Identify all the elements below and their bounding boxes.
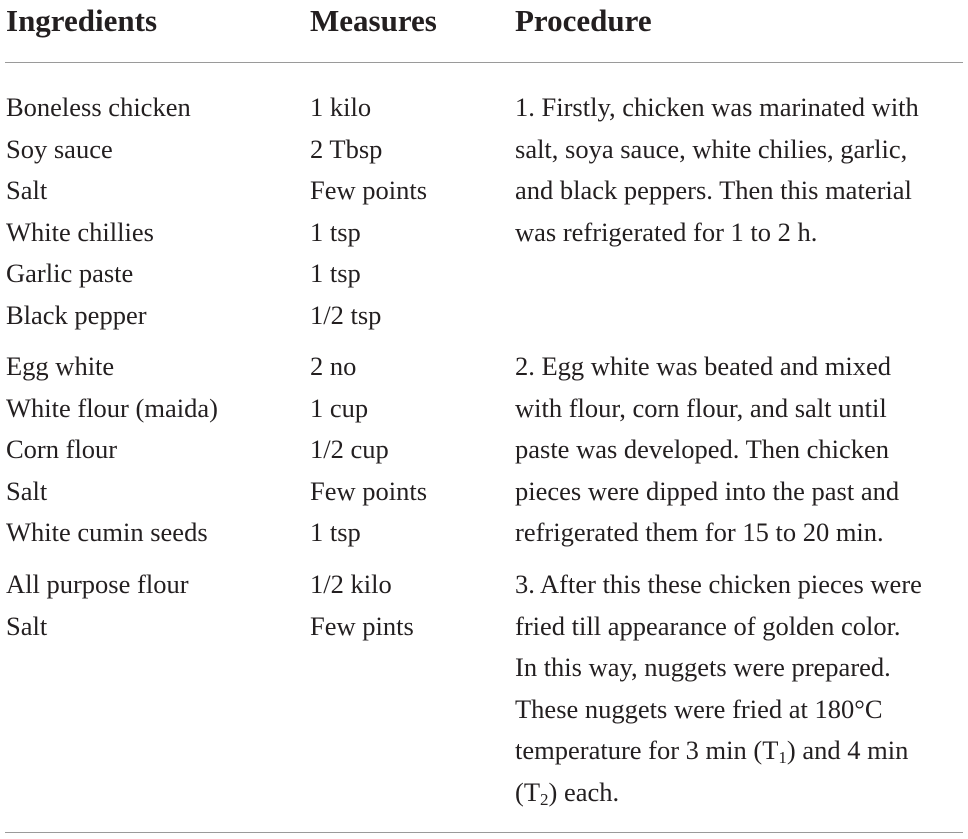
measure-item: Few points xyxy=(310,475,428,506)
measure-item: 1 cup xyxy=(310,392,369,423)
table-header xyxy=(0,0,968,62)
table-bottom-rule xyxy=(5,832,963,833)
measure-item: Few points xyxy=(310,175,428,205)
measure-item: 1/2 tsp xyxy=(310,299,382,330)
measure-item: 1 tsp xyxy=(310,216,361,247)
procedure-line xyxy=(515,730,965,772)
header-divider xyxy=(5,62,963,63)
procedure-text xyxy=(515,87,965,253)
header-procedure: Procedure xyxy=(515,3,652,38)
measure-item: 1/2 kilo xyxy=(310,569,392,599)
procedure-line: 1. Firstly, chicken was marinated with xyxy=(515,92,919,122)
ingredient-item: Garlic paste xyxy=(6,258,134,288)
procedure-line: salt, soya sauce, white chilies, garlic, xyxy=(515,133,908,164)
measures-list xyxy=(310,346,510,554)
procedure-text-segment: ) each. xyxy=(548,776,620,807)
procedure-line: fried till appearance of golden color. xyxy=(515,610,901,641)
ingredient-item: Soy sauce xyxy=(6,133,113,164)
measure-item: 1 tsp xyxy=(310,517,361,547)
ingredients-list xyxy=(6,87,301,336)
procedure-text xyxy=(515,564,965,813)
ingredients-list xyxy=(6,564,301,647)
procedure-text xyxy=(515,346,965,554)
procedure-line: In this way, nuggets were prepared. xyxy=(515,652,891,682)
procedure-line: 3. After this these chicken pieces were xyxy=(515,569,922,599)
measure-item: 2 no xyxy=(310,351,357,381)
ingredients-list xyxy=(6,346,301,554)
measure-item: Few pints xyxy=(310,610,414,641)
procedure-text-segment: temperature for 3 min (T xyxy=(515,735,779,765)
procedure-text-segment: (T xyxy=(515,776,541,807)
procedure-line: 2. Egg white was beated and mixed xyxy=(515,351,892,381)
ingredient-item: White chillies xyxy=(6,216,154,247)
measures-list xyxy=(310,564,510,647)
ingredient-item: Salt xyxy=(6,475,48,506)
subscript: 1 xyxy=(778,748,787,767)
ingredient-item: Corn flour xyxy=(6,434,118,464)
header-measures: Measures xyxy=(310,3,437,38)
ingredient-item: Black pepper xyxy=(6,299,147,330)
procedure-line: was refrigerated for 1 to 2 h. xyxy=(515,216,818,247)
procedure-line: and black peppers. Then this material xyxy=(515,175,912,205)
measure-item: 1 tsp xyxy=(310,258,361,288)
procedure-line: pieces were dipped into the past and xyxy=(515,475,900,506)
ingredient-item: Salt xyxy=(6,175,48,205)
measure-item: 1/2 cup xyxy=(310,434,389,464)
ingredient-item: White flour (maida) xyxy=(6,392,218,423)
ingredient-item: Salt xyxy=(6,610,48,641)
header-ingredients: Ingredients xyxy=(6,3,158,38)
measure-item: 1 kilo xyxy=(310,92,372,122)
procedure-line xyxy=(515,772,965,814)
procedure-line: paste was developed. Then chicken xyxy=(515,434,890,464)
procedure-line: These nuggets were fried at 180°C xyxy=(515,693,883,724)
procedure-line: with flour, corn flour, and salt until xyxy=(515,392,887,423)
measures-list xyxy=(310,87,510,336)
procedure-text-segment: ) and 4 min xyxy=(786,735,909,765)
procedure-line: refrigerated them for 15 to 20 min. xyxy=(515,517,884,547)
ingredient-item: Egg white xyxy=(6,351,115,381)
ingredient-item: Boneless chicken xyxy=(6,92,191,122)
ingredient-item: All purpose flour xyxy=(6,569,189,599)
ingredient-item: White cumin seeds xyxy=(6,517,208,547)
subscript: 2 xyxy=(540,789,549,809)
measure-item: 2 Tbsp xyxy=(310,133,383,164)
